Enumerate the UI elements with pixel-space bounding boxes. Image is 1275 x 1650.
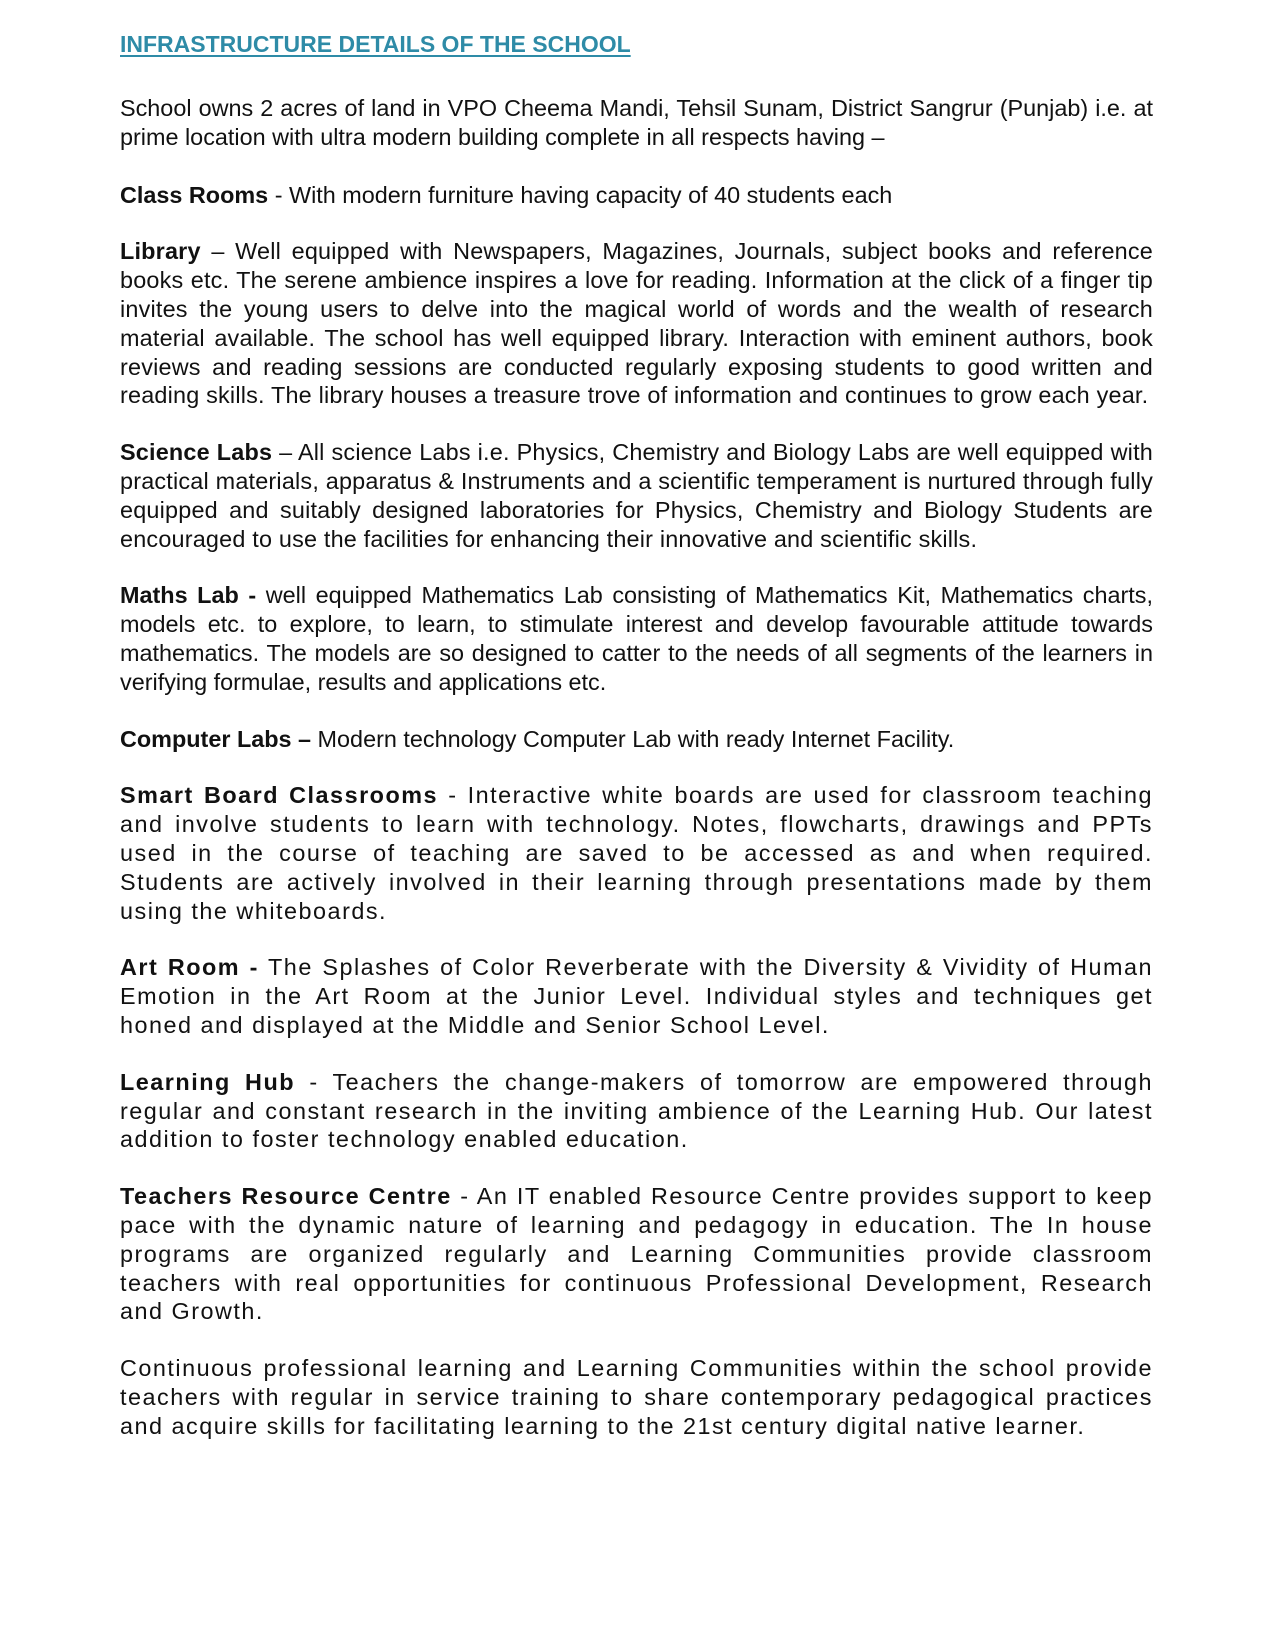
section-heading: Computer Labs –: [120, 725, 312, 752]
section-text: - With modern furniture having capacity of 40 students each: [268, 181, 893, 208]
section-heading: Art Room -: [120, 954, 259, 981]
page-title: INFRASTRUCTURE DETAILS OF THE SCHOOL: [120, 31, 631, 57]
document-page: [120, 28, 1153, 1468]
section-text: - Interactive white boards are used for classroom teaching and involve students to learn with technology. Notes, flowcharts, drawings and PPTs used in the course of teaching are saved to be accessed as and when required. Students are actively involved in their learning through presentations made by them using the whiteboards.: [120, 782, 1154, 924]
section-text: - Teachers the change-makers of tomorrow are empowered through regular and constant research in the inviting ambience of the Learning Hub. Our latest addition to foster technology enabled education.: [120, 1068, 1153, 1153]
section-library: [120, 237, 1153, 410]
section-heading: Teachers Resource Centre: [120, 1183, 452, 1210]
section-heading: Class Rooms: [120, 181, 269, 208]
section-maths-lab: [120, 581, 1153, 696]
section-text: Modern technology Computer Lab with ready Internet Facility.: [311, 725, 955, 752]
section-heading: Learning Hub: [120, 1068, 296, 1095]
section-text: – All science Labs i.e. Physics, Chemistry and Biology Labs are well equipped with practical materials, apparatus & Instruments and a scientific temperament is nurtured through fully equipped and suitably designed laboratories for Physics, Chemistry and Biology Students are encouraged to use the facilities for enhancing their innovative and scientific skills.: [120, 439, 1153, 552]
section-art-room: [120, 953, 1153, 1039]
section-text: well equipped Mathematics Lab consisting of Mathematics Kit, Mathematics charts, models etc. to explore, to learn, to stimulate interest and develop favourable attitude towards mathematics. The models are so designed to catter to the needs of all segments of the learners in verifying formulae, results and applications etc.: [120, 582, 1154, 695]
section-teachers-resource-centre: [120, 1182, 1153, 1326]
section-text: – Well equipped with Newspapers, Magazines, Journals, subject books and reference books etc. The serene ambience inspires a love for reading. Information at the click of a finger tip invites the young users to delve into the magical world of words and the wealth of research material available. The school has well equipped library. Interaction with eminent authors, book reviews and reading sessions are conducted regularly exposing students to good written and reading skills. The library houses a treasure trove of information and continues to grow each year.: [120, 238, 1153, 409]
section-class-rooms: [120, 181, 1153, 210]
section-heading: Maths Lab -: [120, 582, 257, 609]
closing-paragraph: Continuous professional learning and Learning Communities within the school provide teachers with regular in service training to share contemporary pedagogical practices and acquire skills for facilitating learning to the 21st century digital native learner.: [120, 1355, 1153, 1439]
section-text: - An IT enabled Resource Centre provides support to keep pace with the dynamic nature of learning and pedagogy in education. The In house programs are organized regularly and Learning Communities provide classroom teachers with real opportunities for continuous Professional Development, Research and Growth.: [120, 1183, 1153, 1325]
section-heading: Science Labs: [120, 439, 273, 466]
section-smart-board-classrooms: [120, 781, 1153, 925]
section-learning-hub: [120, 1068, 1153, 1154]
section-text: The Splashes of Color Reverberate with the Diversity & Vividity of Human Emotion in the Art Room at the Junior Level. Individual styles and techniques get honed and displayed at the Middle and Senior School Level.: [120, 954, 1153, 1038]
section-science-labs: [120, 438, 1153, 553]
intro-paragraph: School owns 2 acres of land in VPO Cheema Mandi, Tehsil Sunam, District Sangrur (Punjab) i.e. at prime location with ultra modern building complete in all respects having –: [120, 95, 1153, 150]
section-computer-labs: [120, 725, 1153, 754]
section-heading: Library: [120, 238, 201, 265]
section-heading: Smart Board Classrooms: [120, 782, 439, 809]
